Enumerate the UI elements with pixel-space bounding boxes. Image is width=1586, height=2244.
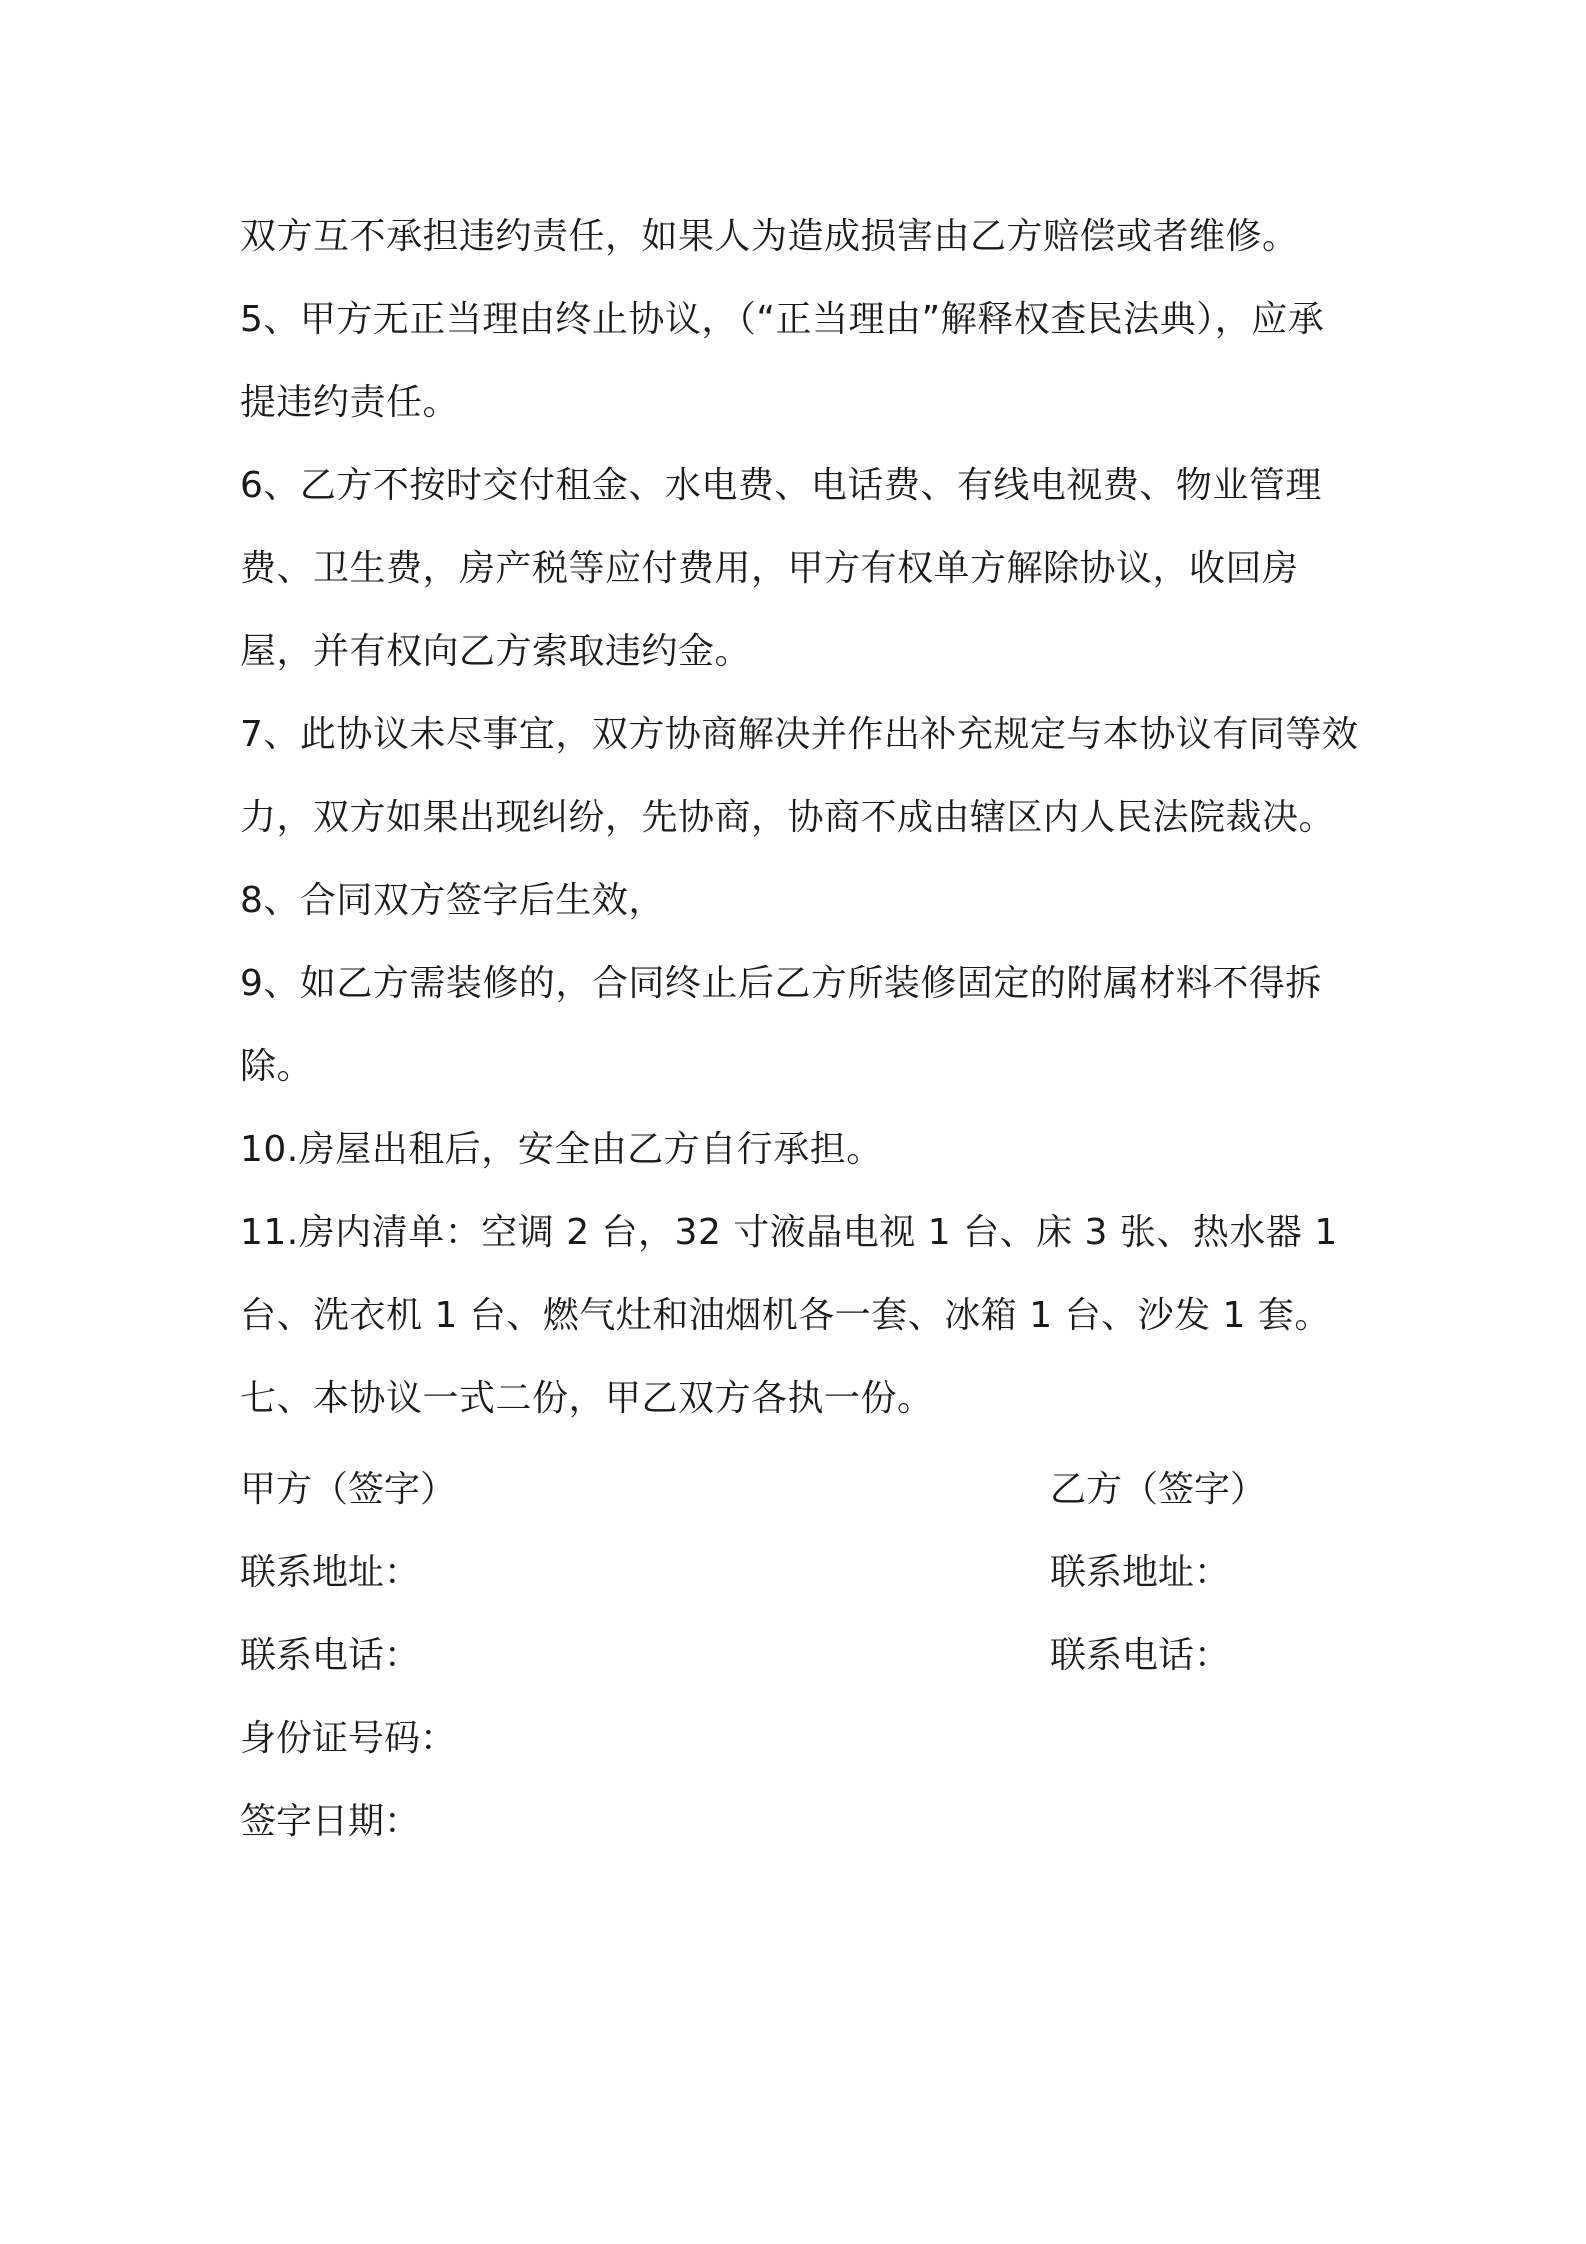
signature-section: [240, 1448, 1360, 1863]
party-a-signature-label: 甲方（签字）: [240, 1469, 457, 1510]
clause-8: 8、合同双方签字后生效，: [240, 880, 665, 921]
signature-row: [240, 1448, 1360, 1531]
clause-continuation: 双方互不承担违约责任，如果人为造成损害由乙方赔偿或者维修。: [240, 216, 1299, 257]
clause-5: 5、甲方无正当理由终止协议，（“正当理由”解释权查民法典），应承提违约责任。: [240, 299, 1325, 423]
id-row: [240, 1697, 1360, 1780]
contract-body: [240, 195, 1360, 1440]
id-number-label: 身份证号码：: [240, 1718, 457, 1759]
date-row: [240, 1780, 1360, 1863]
clause-6: 6、乙方不按时交付租金、水电费、电话费、有线电视费、物业管理费、卫生费，房产税等应付费用，甲方有权单方解除协议，收回房屋，并有权向乙方索取违约金。: [240, 465, 1322, 672]
party-b-address-label: 联系地址：: [1050, 1552, 1231, 1593]
party-a-address-label: 联系地址：: [240, 1552, 421, 1593]
phone-row: [240, 1614, 1360, 1697]
clause-9: 9、如乙方需装修的，合同终止后乙方所装修固定的附属材料不得拆除。: [240, 963, 1322, 1087]
address-row: [240, 1531, 1360, 1614]
clause-10: 10.房屋出租后，安全由乙方自行承担。: [240, 1129, 883, 1170]
party-b-phone-label: 联系电话：: [1050, 1635, 1231, 1676]
party-b-signature-label: 乙方（签字）: [1050, 1469, 1267, 1510]
sign-date-label: 签字日期：: [240, 1801, 421, 1842]
clause-copies: 七、本协议一式二份，甲乙双方各执一份。: [240, 1378, 934, 1419]
party-a-phone-label: 联系电话：: [240, 1635, 421, 1676]
clause-11-inventory: 11.房内清单：空调 2 台，32 寸液晶电视 1 台、床 3 张、热水器 1 台、洗衣机 1 台、燃气灶和油烟机各一套、冰箱 1 台、沙发 1 套。: [240, 1212, 1338, 1336]
clause-7: 7、此协议未尽事宜，双方协商解决并作出补充规定与本协议有同等效力，双方如果出现纠纷，先协商，协商不成由辖区内人民法院裁决。: [240, 714, 1359, 838]
